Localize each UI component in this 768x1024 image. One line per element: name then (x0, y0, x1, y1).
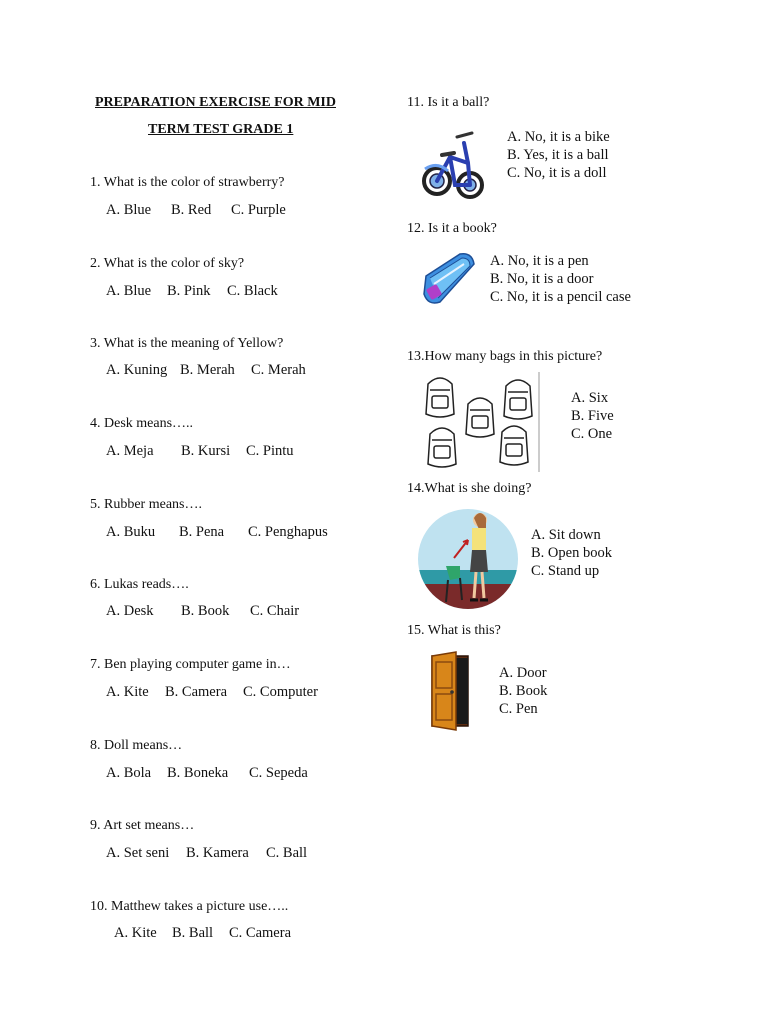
option-c[interactable]: C. Pintu (246, 443, 294, 459)
question-text: 13.How many bags in this picture? (407, 349, 603, 364)
option-a[interactable]: A. Buku (106, 524, 156, 540)
option-c[interactable]: C. Computer (243, 684, 318, 700)
question-text: 12. Is it a book? (407, 221, 497, 236)
option-c[interactable]: C. Chair (250, 603, 300, 619)
question-text: 10. Matthew takes a picture use….. (90, 899, 289, 914)
option-c[interactable]: C. No, it is a doll (507, 165, 607, 181)
option-b[interactable]: B. Kursi (181, 443, 231, 459)
bicycle-picture (420, 125, 490, 205)
girl-standing-picture (416, 506, 520, 612)
option-b[interactable]: B. Open book (531, 545, 612, 561)
option-c[interactable]: C. Stand up (531, 563, 600, 579)
option-c[interactable]: C. Pen (499, 701, 538, 717)
option-b[interactable]: B. Camera (165, 684, 228, 700)
option-a[interactable]: A. Blue (106, 202, 152, 218)
option-b[interactable]: B. Merah (180, 362, 235, 378)
option-b[interactable]: B. Five (571, 408, 614, 424)
question-text: 9. Art set means… (90, 818, 195, 833)
option-c[interactable]: C. Sepeda (249, 765, 308, 781)
option-c[interactable]: C. No, it is a pencil case (490, 289, 631, 305)
page-title-line-1: PREPARATION EXERCISE FOR MID (95, 95, 336, 110)
option-a[interactable]: A. Desk (106, 603, 154, 619)
option-c[interactable]: C. Penghapus (248, 524, 328, 540)
option-b[interactable]: B. Pink (167, 283, 211, 299)
option-a[interactable]: A. Kuning (106, 362, 168, 378)
question-text: 14.What is she doing? (407, 481, 532, 496)
option-b[interactable]: B. Yes, it is a ball (507, 147, 609, 163)
option-c[interactable]: C. Camera (229, 925, 292, 941)
option-a[interactable]: A. Meja (106, 443, 154, 459)
page-title-line-2: TERM TEST GRADE 1 (148, 122, 294, 137)
option-a[interactable]: A. Kite (106, 684, 149, 700)
option-c[interactable]: C. Merah (251, 362, 306, 378)
question-text: 1. What is the color of strawberry? (90, 175, 285, 190)
question-text: 7. Ben playing computer game in… (90, 657, 291, 672)
option-a[interactable]: A. Sit down (531, 527, 601, 543)
option-a[interactable]: A. Kite (114, 925, 157, 941)
question-text: 11. Is it a ball? (407, 95, 490, 110)
option-c[interactable]: C. Ball (266, 845, 308, 861)
option-a[interactable]: A. Blue (106, 283, 152, 299)
question-text: 4. Desk means….. (90, 416, 194, 431)
option-b[interactable]: B. Red (171, 202, 212, 218)
option-a[interactable]: A. No, it is a pen (490, 253, 589, 269)
option-b[interactable]: B. Kamera (186, 845, 249, 861)
question-text: 3. What is the meaning of Yellow? (90, 336, 284, 351)
option-a[interactable]: A. Set seni (106, 845, 170, 861)
backpacks-picture (420, 372, 542, 472)
option-a[interactable]: A. Bola (106, 765, 152, 781)
option-c[interactable]: C. Purple (231, 202, 286, 218)
option-a[interactable]: A. Six (571, 390, 609, 406)
option-a[interactable]: A. No, it is a bike (507, 129, 610, 145)
option-a[interactable]: A. Door (499, 665, 547, 681)
option-b[interactable]: B. Pena (179, 524, 225, 540)
option-c[interactable]: C. One (571, 426, 613, 442)
question-text: 6. Lukas reads…. (90, 577, 189, 592)
option-b[interactable]: B. Ball (172, 925, 214, 941)
option-b[interactable]: B. Boneka (167, 765, 229, 781)
option-b[interactable]: B. Book (181, 603, 230, 619)
option-c[interactable]: C. Black (227, 283, 278, 299)
door-picture (426, 650, 476, 732)
option-b[interactable]: B. No, it is a door (490, 271, 594, 287)
question-text: 5. Rubber means…. (90, 497, 202, 512)
question-text: 15. What is this? (407, 623, 501, 638)
question-text: 2. What is the color of sky? (90, 256, 245, 271)
pencil-case-picture (420, 250, 476, 308)
question-text: 8. Doll means… (90, 738, 183, 753)
option-b[interactable]: B. Book (499, 683, 548, 699)
